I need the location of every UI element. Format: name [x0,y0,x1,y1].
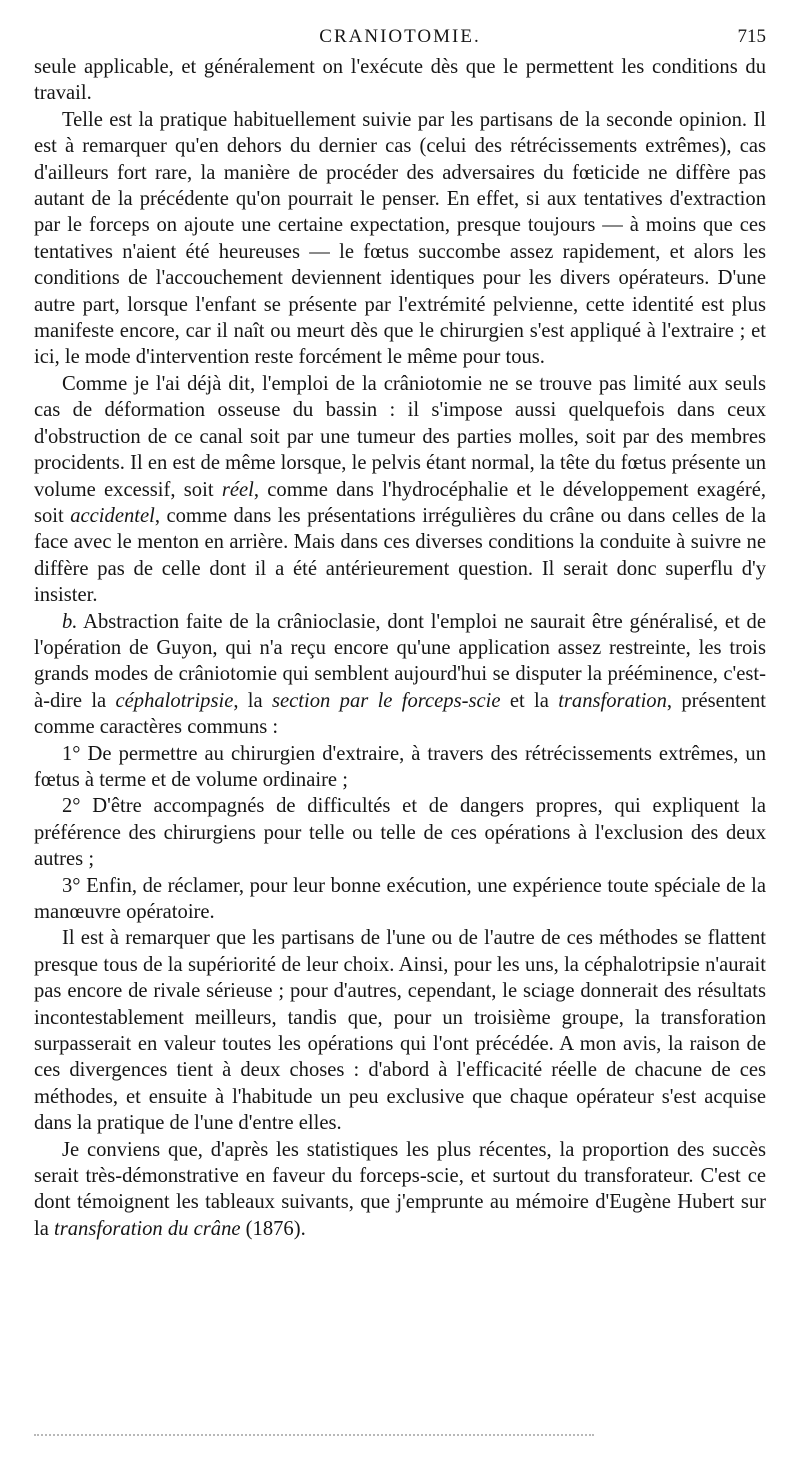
text-run: Telle est la pratique habituellement suivie par les partisans de la seconde opinion. Il est à remarquer qu'en dehors du dernier cas (celui des rétrécissements extrêmes), cas d'ailleurs fort rare, la manière de procéder des adversaires du fœticide ne diffère pas autant de la précédente qu'on pourrait le penser. En effet, si aux tentatives d'extraction par le forceps on ajoute une certaine expectation, presque toujours — à moins que ces tentatives n'aient été heureuses — le fœtus succombe assez rapidement, et alors les conditions de l'accouchement deviennent identiques pour les divers opérateurs. D'une autre part, lorsque l'enfant se présente par l'extrémité pelvienne, cette identité est plus manifeste encore, car il naît ou meurt dès que le chirurgien s'est appliqué à l'extraire ; et ici, le mode d'intervention reste forcément le même pour tous. [34,108,766,369]
text-run: (1876). [240,1217,306,1240]
text-run: 3° Enfin, de réclamer, pour leur bonne exécution, une expérience toute spéciale de la manœuvre opératoire. [34,874,766,923]
paragraph [34,371,766,609]
italic-text: section par le forceps-scie [272,689,501,712]
text-body [34,54,766,1242]
paragraph [34,741,766,794]
italic-text: transforation [558,689,667,712]
paragraph [34,1137,766,1243]
italic-text: transforation du crâne [54,1217,241,1240]
italic-text: accidentel [70,504,155,527]
italic-text: b. [62,610,78,633]
text-run: 2° D'être accompagnés de difficultés et de dangers propres, qui expliquent la préférence des chirurgiens pour telle ou telle de ces opérations à l'exclusion des deux autres ; [34,795,766,871]
paragraph [34,925,766,1136]
text-run: Abstraction faite de la crânioclasie, dont l'emploi ne saurait être généralisé, et de l'opération de Guyon, qui n'a reçu encore qu'une application assez restreinte, les trois grands modes de crâniotomie qui semblent aujourd'hui se disputer la prééminence, c'est-à-dire la [34,610,766,712]
text-run: 1° De permettre au chirurgien d'extraire, à travers des rétrécissements extrêmes, un fœtus à terme et de volume ordinaire ; [34,742,766,791]
paragraph [34,54,766,107]
book-page [34,26,766,1242]
text-run: , comme dans l'hydrocéphalie et le développement exagéré, soit [34,478,766,527]
paragraph [34,793,766,872]
page-number: 715 [737,26,766,47]
text-run: Je conviens que, d'après les statistiques les plus récentes, la proportion des succès serait très-démonstrative en faveur du forceps-scie, et surtout du transforateur. C'est ce dont témoignent les tableaux suivants, que j'emprunte au mémoire d'Eugène Hubert sur la [34,1138,766,1240]
footer-dotted-rule [34,1434,594,1436]
text-run: , comme dans les présentations irrégulières du crâne ou dans celles de la face avec le menton en arrière. Mais dans ces diverses conditions la conduite à suivre ne diffère pas de celle dont il a été antérieurement question. Il serait donc superflu d'y insister. [34,504,766,607]
text-run: et la [500,689,559,712]
text-run: , la [233,689,272,712]
paragraph [34,873,766,926]
text-run: seule applicable, et généralement on l'exécute dès que le permettent les conditions du travail. [34,56,766,105]
text-run: Il est à remarquer que les partisans de l'une ou de l'autre de ces méthodes se flattent presque tous de la supériorité de leur choix. Ainsi, pour les uns, la céphalotripsie n'aurait pas encore de rivale sérieuse ; pour d'autres, cependant, le sciage donnerait des résultats incontestablement meilleurs, tandis que, pour un troisième groupe, la transforation surpasserait en valeur toutes les opérations qui l'ont précédée. A mon avis, la raison de ces divergences tient à deux choses : d'abord à l'efficacité réelle de chacune de ces méthodes, et ensuite à l'habitude un peu exclusive que chaque opérateur s'est acquise dans la pratique de l'une d'entre elles. [34,927,766,1135]
italic-text: céphalotripsie [115,689,234,712]
text-run: , présentent comme caractères communs : [34,689,766,739]
running-header [34,26,766,54]
running-title: CRANIOTOMIE. [319,26,481,47]
paragraph [34,609,766,741]
paragraph [34,107,766,371]
text-run: Comme je l'ai déjà dit, l'emploi de la crâniotomie ne se trouve pas limité aux seuls cas de déformation osseuse du bassin : il s'impose aussi quelquefois dans ceux d'obstruction de ce canal soit par une tumeur des parties molles, soit par des membres procidents. Il en est de même lorsque, le pelvis étant normal, la tête du fœtus présente un volume excessif, soit [34,372,766,501]
italic-text: réel [221,478,254,501]
